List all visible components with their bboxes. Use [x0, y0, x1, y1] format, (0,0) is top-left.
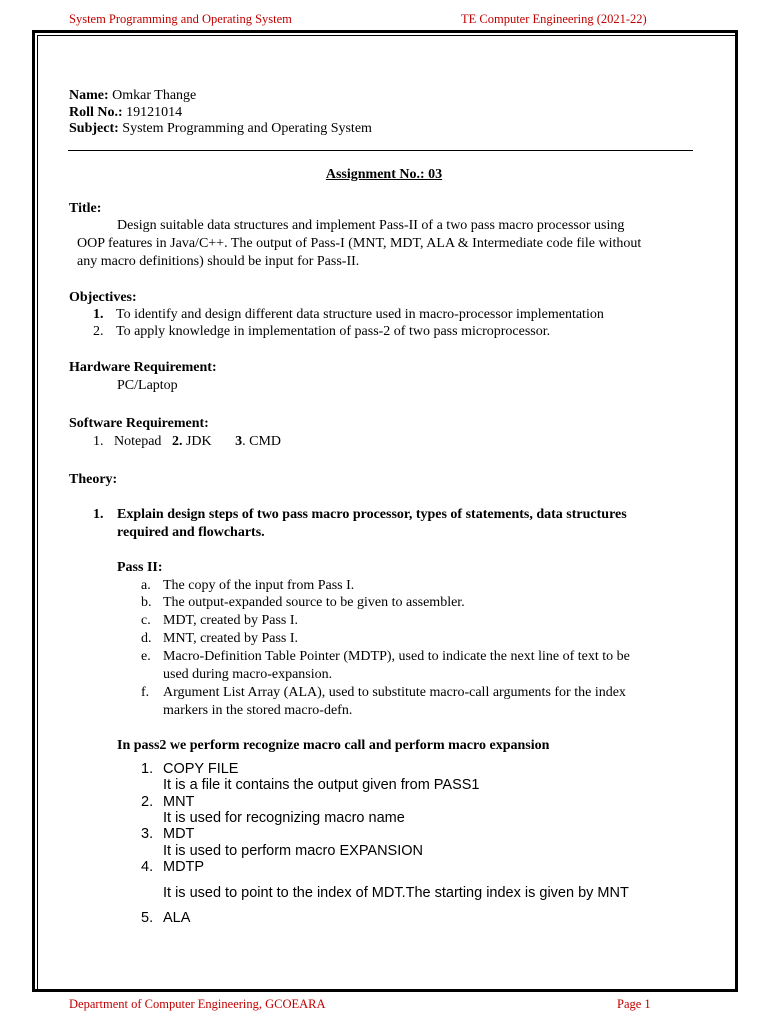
assignment-title: Assignment No.: 03 — [325, 167, 443, 182]
software-num-1: 1. — [93, 434, 104, 449]
objectives-label: Objectives: — [69, 290, 137, 305]
pass2-item-a: a. The copy of the input from Pass I. — [141, 578, 355, 593]
student-subject — [69, 120, 372, 137]
hardware-value: PC/Laptop — [117, 378, 178, 393]
pass2-item-e: e. Macro-Definition Table Pointer (MDTP), used to indicate the next line of text to be — [141, 649, 630, 664]
theory-label: Theory: — [69, 472, 118, 487]
theory-question-line-2: required and flowcharts. — [117, 525, 265, 540]
title-label: Title: — [69, 201, 102, 216]
title-line-1: Design suitable data structures and implement Pass-II of a two pass macro processor using — [117, 218, 625, 233]
subject-value: System Programming and Operating System — [122, 121, 372, 136]
student-name — [69, 87, 196, 104]
header-right: TE Computer Engineering (2021-22) — [461, 12, 647, 26]
step-4: 4. MDTP — [141, 859, 205, 875]
roll-value: 19121014 — [126, 105, 183, 120]
horizontal-divider — [68, 150, 693, 151]
name-label: Name: — [69, 88, 109, 103]
step-2: 2. MNT — [141, 794, 195, 810]
objective-item-1 — [93, 306, 604, 323]
step-5: 5. ALA — [141, 910, 191, 926]
pass2-item-c: c. MDT, created by Pass I. — [141, 613, 299, 628]
header-left: System Programming and Operating System — [69, 12, 292, 26]
footer-left: Department of Computer Engineering, GCOEARA — [69, 997, 326, 1011]
theory-question — [93, 506, 627, 523]
step-3: 3. MDT — [141, 826, 195, 842]
software-num-2: 2. — [171, 434, 183, 449]
objective-num-1: 1. — [93, 307, 104, 322]
theory-question-num: 1. — [93, 507, 104, 522]
pass2-item-d: d. MNT, created by Pass I. — [141, 631, 299, 646]
software-jdk: JDK — [185, 434, 212, 449]
step-4-desc: It is used to point to the index of MDT.The starting index is given by MNT — [163, 885, 629, 901]
title-line-3: any macro definitions) should be input for Pass-II. — [77, 254, 360, 269]
pass2-item-f: f. Argument List Array (ALA), used to substitute macro-call arguments for the index — [141, 685, 626, 700]
footer-page-number: Page 1 — [617, 997, 651, 1011]
subject-label: Subject: — [69, 121, 119, 136]
software-label: Software Requirement: — [69, 416, 209, 431]
hardware-label: Hardware Requirement: — [69, 360, 217, 375]
name-value: Omkar Thange — [112, 88, 197, 103]
pass2-item-b: b. The output-expanded source to be given to assembler. — [141, 595, 465, 610]
software-num-3: 3 — [235, 434, 243, 449]
step-2-desc: It is used for recognizing macro name — [163, 810, 405, 826]
software-list — [93, 433, 281, 450]
step-1-desc: It is a file it contains the output given from PASS1 — [163, 777, 480, 793]
title-line-2: OOP features in Java/C++. The output of Pass-I (MNT, MDT, ALA & Intermediate code file without — [77, 236, 642, 251]
software-notepad: Notepad — [114, 434, 162, 449]
objective-text-2: To apply knowledge in implementation of pass-2 of two pass microprocessor. — [116, 324, 551, 339]
theory-question-line-1: Explain design steps of two pass macro processor, types of statements, data structures — [117, 507, 627, 522]
step-3-desc: It is used to perform macro EXPANSION — [163, 843, 424, 859]
student-roll — [69, 104, 182, 121]
pass2-label: Pass II: — [117, 560, 163, 575]
software-cmd: . CMD — [242, 434, 282, 449]
objective-num-2: 2. — [93, 324, 104, 339]
objective-item-2 — [93, 323, 551, 340]
pass2-item-f-cont: markers in the stored macro-defn. — [163, 703, 353, 718]
step-1: 1. COPY FILE — [141, 761, 239, 777]
pass2-item-e-cont: used during macro-expansion. — [163, 667, 333, 682]
perform-heading: In pass2 we perform recognize macro call and perform macro expansion — [117, 738, 550, 753]
roll-label: Roll No.: — [69, 105, 123, 120]
objective-text-1: To identify and design different data structure used in macro-processor implementation — [116, 307, 604, 322]
